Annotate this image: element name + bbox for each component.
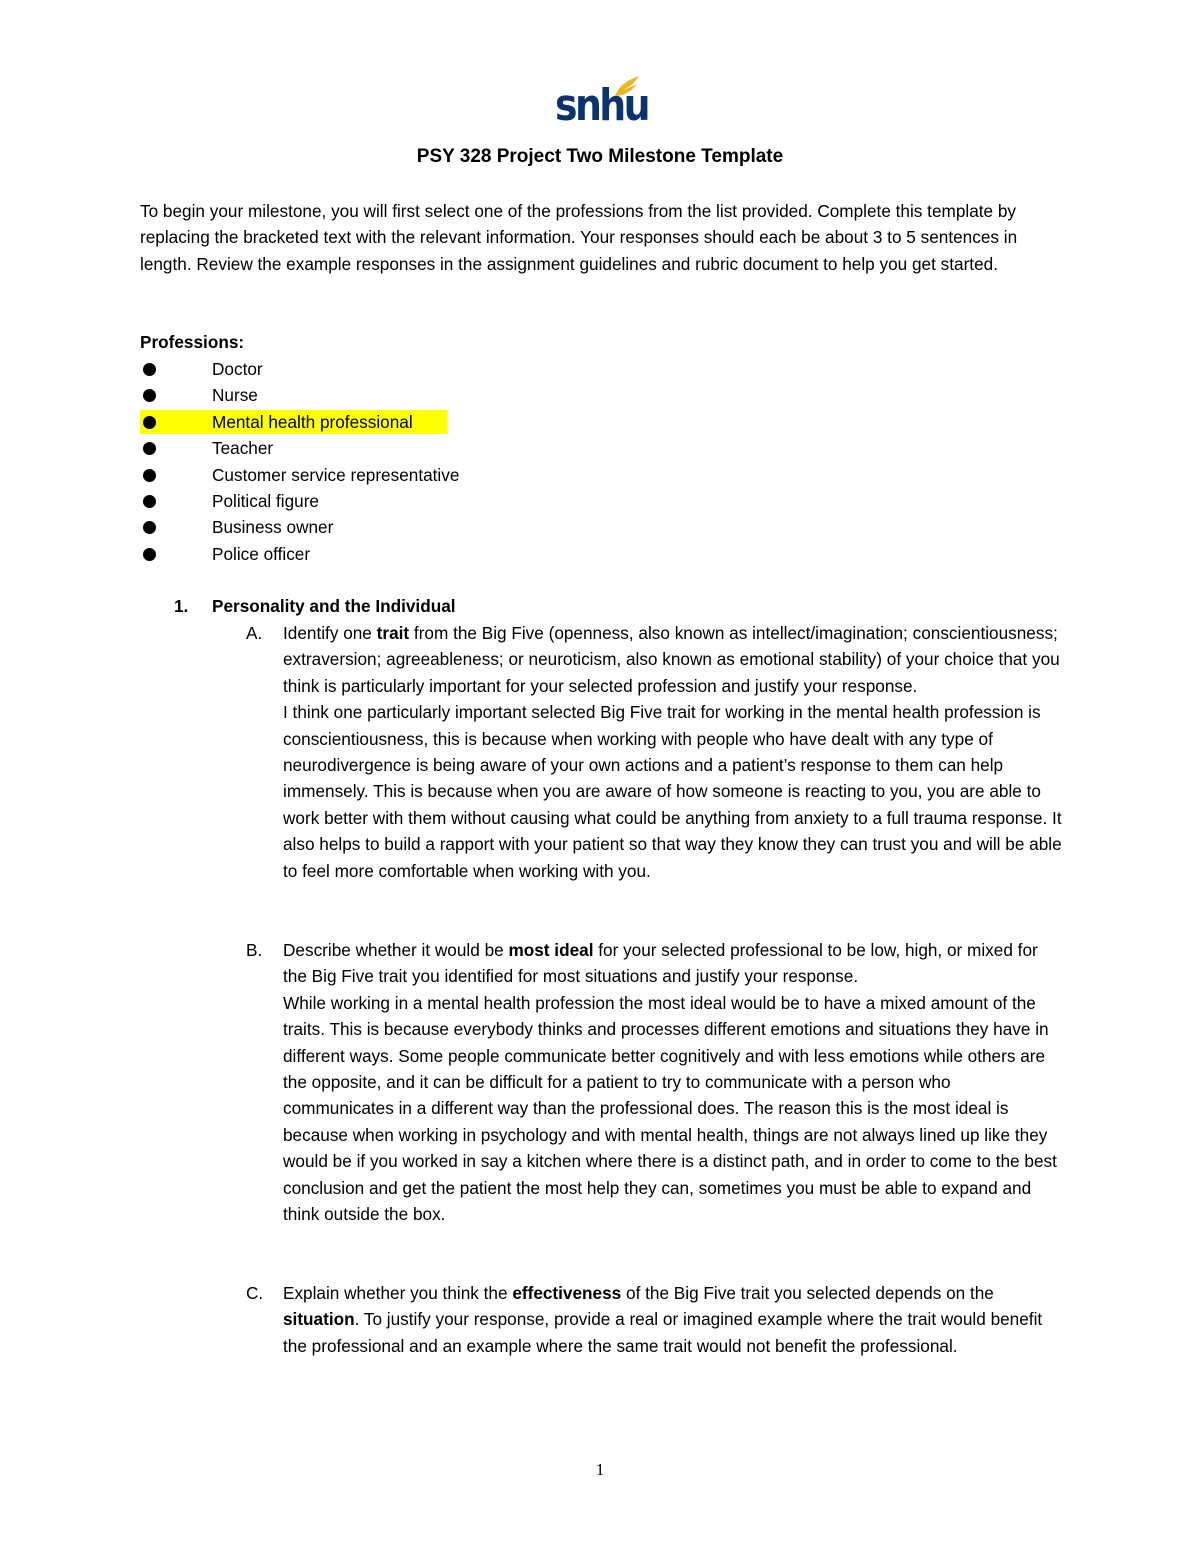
bullet-icon — [143, 442, 156, 455]
prompt-text: Explain whether you think the — [283, 1283, 513, 1303]
prompt-text: Identify one — [283, 623, 377, 643]
profession-label: Customer service representative — [212, 464, 460, 485]
intro-paragraph: To begin your milestone, you will first select one of the professions from the list provided. Complete this template by replacing the bracketed text with the relevant information. Your responses should each be about 3 to 5 sentences in length. Review the example responses in the assignment guidelines and rubric document to help you get started. — [140, 201, 1018, 274]
profession-label: Mental health professional — [212, 411, 413, 432]
bullet-icon — [143, 469, 156, 482]
item-letter: A. — [246, 623, 263, 643]
professions-heading: Professions: — [140, 332, 245, 352]
prompt-text: . To justify your response, provide a real or imagined example where the trait would benefit the professional and an example where the same trait would not benefit the professional. — [283, 1309, 1043, 1356]
bullet-icon — [143, 389, 156, 402]
prompt-emphasis: most ideal — [508, 940, 594, 960]
profession-label: Police officer — [212, 543, 311, 564]
flame-icon — [613, 74, 641, 100]
profession-label: Business owner — [212, 517, 334, 538]
item-response: I think one particularly important selected Big Five trait for working in the mental health profession is conscientiousness, this is because when working with people who have dealt with any type of neurodivergence is being aware of your own actions and a patient’s response to them can help immensely. This is because when you are aware of how someone is reacting to you, you are able to work better with them without causing what could be anything from anxiety to a full trauma response. It also helps to build a rapport with your patient so that way they know they can trust you and will be able to feel more comfortable when working with you. — [283, 702, 1062, 881]
item-response: While working in a mental health profession the most ideal would be to have a mixed amount of the traits. This is because everybody thinks and processes different emotions and situations they have in different ways. Some people communicate better cognitively and with less emotions while others are the opposite, and it can be difficult for a patient to try to communicate with a person who communicates in a different way than the professional does. The reason this is the most ideal is because when working in psychology and with mental health, things are not always lined up like they would be if you worked in say a kitchen where there is a distinct path, and in order to come to the best conclusion and get the patient the most help they can, sometimes you must be able to expand and think outside the box. — [283, 992, 1057, 1225]
bullet-icon — [143, 416, 156, 429]
bullet-icon — [143, 363, 156, 376]
prompt-emphasis: situation — [283, 1309, 355, 1330]
profession-label: Nurse — [212, 385, 258, 406]
bullet-icon — [143, 521, 156, 534]
item-letter: B. — [246, 940, 263, 960]
prompt-text: for your selected professional to be low, high, or mixed for the Big Five trait you identified for most situations and justify your response. — [283, 940, 1038, 987]
bullet-icon — [143, 548, 156, 561]
profession-label: Political figure — [212, 490, 319, 511]
page-number: 1 — [595, 1460, 605, 1479]
bullet-icon — [143, 495, 156, 508]
item-prompt — [283, 620, 1063, 699]
section-title: Personality and the Individual — [212, 596, 456, 616]
item-body — [283, 620, 1063, 884]
snhu-logo — [555, 74, 649, 132]
prompt-emphasis: effectiveness — [512, 1283, 622, 1303]
prompt-text: Describe whether it would be — [283, 940, 509, 960]
profession-label: Doctor — [212, 359, 263, 379]
document-title: PSY 328 Project Two Milestone Template — [416, 146, 784, 167]
profession-label: Teacher — [212, 438, 274, 459]
prompt-text: of the Big Five trait you selected depends on the — [621, 1283, 994, 1303]
prompt-emphasis: trait — [376, 623, 410, 643]
item-prompt — [283, 1280, 1063, 1359]
item-body — [283, 1280, 1063, 1359]
item-body — [283, 937, 1063, 1227]
item-letter: C. — [246, 1283, 264, 1303]
prompt-text: from the Big Five (openness, also known as intellect/imagination; conscientiousness; extraversion; agreeableness; or neuroticism, also known as emotional stability) of your choice that you think is particularly important for your selected profession and justify your response. — [283, 623, 1060, 696]
section-number: 1. — [174, 596, 189, 616]
item-prompt — [283, 937, 1063, 990]
logo-wordmark: snhu — [555, 80, 649, 131]
